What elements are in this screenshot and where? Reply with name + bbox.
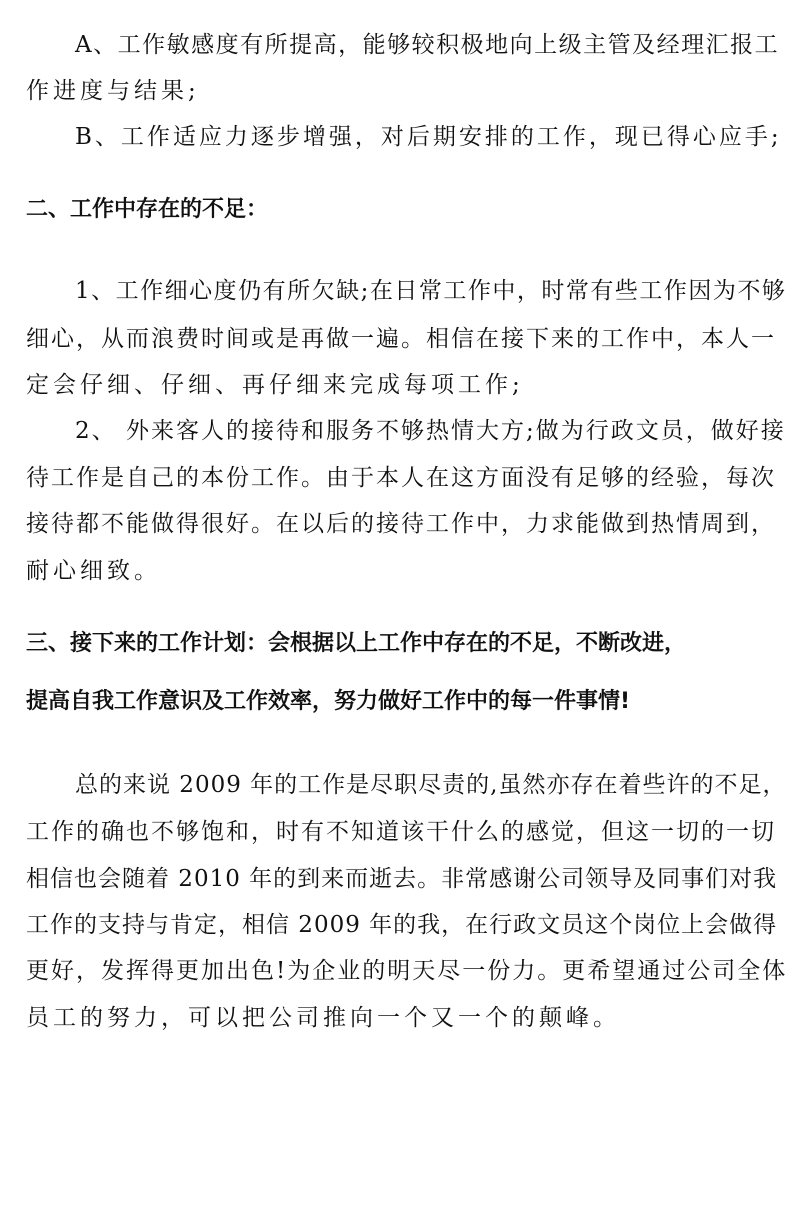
section1-line-2: 作进度与结果; (26, 78, 200, 104)
section2-line-6: 接待都不能做得很好。在以后的接待工作中，力求能做到热情周到， (26, 511, 776, 537)
section1-line-1: A、工作敏感度有所提高，能够较积极地向上级主管及经理汇报工 (75, 32, 780, 58)
conclusion-line-3: 相信也会随着 2010 年的到来而逝去。非常感谢公司领导及同事们对我 (26, 866, 778, 892)
section2-line-2: 细心，从而浪费时间或是再做一遍。相信在接下来的工作中，本人一 (26, 326, 776, 352)
section2-line-5: 待工作是自己的本份工作。由于本人在这方面没有足够的经验，每次 (26, 465, 776, 491)
conclusion-line-5: 更好，发挥得更加出色!为企业的明天尽一份力。更希望通过公司全体 (26, 958, 788, 984)
conclusion-line-6: 员工的努力，可以把公司推向一个又一个的颠峰。 (26, 1005, 620, 1031)
section2-line-1: 1、工作细心度仍有所欠缺;在日常工作中，时常有些工作因为不够 (75, 278, 787, 304)
section1-line-3: B、工作适应力逐步增强，对后期安排的工作，现已得心应手; (75, 124, 782, 150)
section2-title: 二、工作中存在的不足： (26, 197, 269, 222)
conclusion-line-1: 总的来说 2009 年的工作是尽职尽责的,虽然亦存在着些许的不足， (75, 772, 787, 798)
conclusion-line-4: 工作的支持与肯定，相信 2009 年的我，在行政文员这个岗位上会做得 (26, 912, 778, 938)
section3-line-2: 提高自我工作意识及工作效率，努力做好工作中的每一件事情! (26, 689, 631, 714)
section2-line-4: 2、 外来客人的接待和服务不够热情大方;做为行政文员，做好接 (75, 418, 786, 444)
section2-line-7: 耐心细致。 (26, 558, 161, 584)
conclusion-line-2: 工作的确也不够饱和，时有不知道该干什么的感觉，但这一切的一切 (26, 819, 776, 845)
section3-line-1: 三、接下来的工作计划：会根据以上工作中存在的不足，不断改进， (26, 631, 687, 656)
cropped-top-heading (28, 0, 248, 6)
section2-line-3: 定会仔细、仔细、再仔细来完成每项工作; (26, 372, 524, 398)
